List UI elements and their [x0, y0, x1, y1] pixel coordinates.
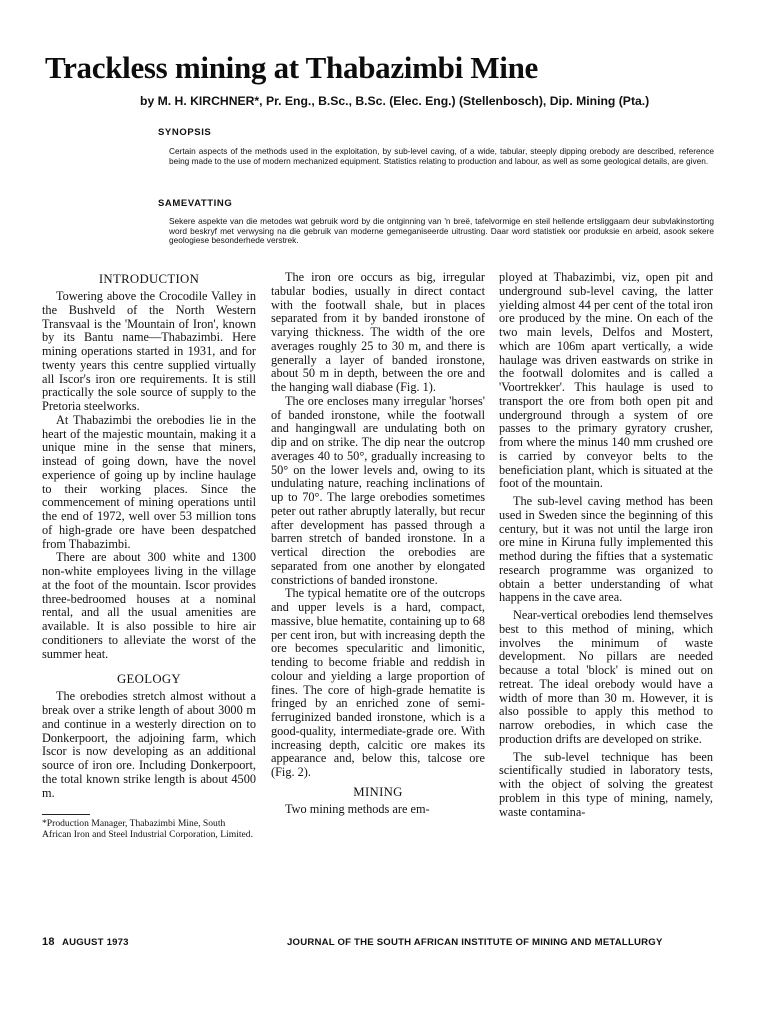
author-byline: by M. H. KIRCHNER*, Pr. Eng., B.Sc., B.Sc. (Elec. Eng.) (Stellenbosch), Dip. Mining (Pta.): [140, 94, 650, 108]
paragraph: Two mining methods are em-: [285, 801, 430, 816]
paragraph: The orebodies stretch almost without a break over a strike length of about 3000 m and continue in a westerly direction on to Donkerpoort, the adjoining farm, which Iscor is now developing as an additional source of iron ore. Including Donkerpoort, the total known strike length is about 4500 m.: [42, 689, 256, 800]
synopsis-text: Certain aspects of the methods used in the exploitation, by sub-level caving, of a wide, tabular, steeply dipping orebody are described, reference being made to the use of modern mechanized equipment. Statistics relating to production and labour, as well as some geological details, are given.: [169, 146, 714, 166]
paragraph: The sub-level technique has been scientifically studied in laboratory tests, with the object of solving the greatest problem in this type of mining, namely, waste contamina-: [499, 749, 713, 819]
issue-date: AUGUST 1973: [62, 937, 129, 948]
mining-heading: MINING: [353, 784, 403, 799]
paragraph: The typical hematite ore of the outcrops and upper levels is a hard, compact, massive, blue hematite, containing up to 68 per cent iron, but with increasing depth the ore becomes specularitic and limonitic, tending to become friable and reddish in colour and yielding a large proportion of fines. The core of high-grade hematite is fringed by an enriched zone of semi-ferruginized banded ironstone, which is a good-quality, intermediate-grade ore. With increasing depth, calcitic ore makes its appearance and, below this, talcose ore (Fig. 2).: [271, 586, 485, 779]
paragraph: At Thabazimbi the orebodies lie in the heart of the majestic mountain, making it a unique mine in the sense that miners, instead of going down, have the novel experience of going up by incline haulage to their working places. Since the commencement of mining operations until the end of 1972, well over 53 million tons of high-grade ore have been despatched from Thabazimbi.: [42, 412, 256, 551]
synopsis-heading: SYNOPSIS: [158, 127, 212, 138]
samevatting-heading: SAMEVATTING: [158, 198, 233, 209]
author-footnote: *Production Manager, Thabazimbi Mine, South African Iron and Steel Industrial Corporation, Limited.: [42, 818, 254, 840]
samevatting-text: Sekere aspekte van die metodes wat gebruik word by die ontginning van 'n breë, tafelvormige en steil hellende ertsliggaam deur subvlakinstorting word beskryf met verwysing na die gebruik van moderne gemeganiseerde uitrusting. Daar word statistiek oor produksie en arbeid, asook sekere geologiese besonderhede verstrek.: [169, 216, 714, 246]
introduction-heading: INTRODUCTION: [98, 272, 200, 286]
column-3: [499, 271, 713, 819]
column-1: [42, 271, 256, 840]
column-2: [271, 271, 485, 817]
footnote-rule: [42, 814, 90, 815]
paragraph: The sub-level caving method has been used in Sweden since the beginning of this century, but it was not until the large iron ore mine in Kiruna fully implemented this method during the fifties that a systematic research programme was organized to obtain a better understanding of what happens in the cave area.: [499, 494, 713, 605]
geology-heading: GEOLOGY: [117, 672, 181, 687]
journal-name: JOURNAL OF THE SOUTH AFRICAN INSTITUTE OF MINING AND METALLURGY: [287, 937, 663, 948]
paragraph: The ore encloses many irregular 'horses' of banded ironstone, while the footwall and hangingwall are undulating both on dip and on strike. The dip near the outcrop averages 40 to 50°, gradually increasing to 50° on the lower levels and, owing to its undulating nature, reaching inclinations of up to 70°. The large orebodies sometimes peter out rather abruptly laterally, but recur after development has passed through a barren stretch of banded ironstone. In a vertical direction the orebodies are separated from one another by elongated constrictions of banded ironstone.: [271, 393, 485, 587]
paragraph: There are about 300 white and 1300 non-white employees living in the village at the foot of the mountain. Iscor provides three-bedroomed houses at a nominal rental, and all the usual amenities are available. It is also possible to hire air conditioners to alleviate the worst of the summer heat.: [42, 550, 256, 661]
page-number: 18: [42, 936, 55, 948]
paragraph: ployed at Thabazimbi, viz, open pit and underground sub-level caving, the latter yielding almost 44 per cent of the total iron ore produced by the mine. On each of the two main levels, Delfos and Mostert, which are 106m apart vertically, a wide haulage was driven eastwards on strike in the footwall dolomites and is called a 'Voortrekker'. This haulage is used to transport the ore from both open pit and underground through a system of ore passes to the primary gyratory crusher, from where the minus 140 mm crushed ore is carried by conveyor belts to the beneficiation plant, which is situated at the foot of the mountain.: [499, 270, 713, 491]
paragraph: Towering above the Crocodile Valley in the Bushveld of the North Western Transvaal is the 'Mountain of Iron', known by its Bantu name—Thabazimbi. Here mining operations started in 1931, and for twenty years this centre supplied virtually all Iscor's iron ore requirements. It is still practically the sole source of supply to the Pretoria steelworks.: [42, 289, 256, 413]
paragraph: The iron ore occurs as big, irregular tabular bodies, usually in direct contact with the footwall shale, but in places separated from it by banded ironstone of varying thickness. The width of the ore averages roughly 25 to 30 m, and there is generally a layer of banded ironstone, about 50 m in depth, between the ore and the hanging wall diabase (Fig. 1).: [271, 270, 485, 394]
article-title: Trackless mining at Thabazimbi Mine: [45, 50, 539, 85]
paragraph: Near-vertical orebodies lend themselves best to this method of mining, which involves the minimum of waste development. No pillars are needed because a total 'block' is mined out on retreat. The ideal orebody would have a width of more than 30 m. However, it is also possible to apply this method to narrow orebodies, in which case the production drifts are developed on strike.: [499, 608, 713, 746]
